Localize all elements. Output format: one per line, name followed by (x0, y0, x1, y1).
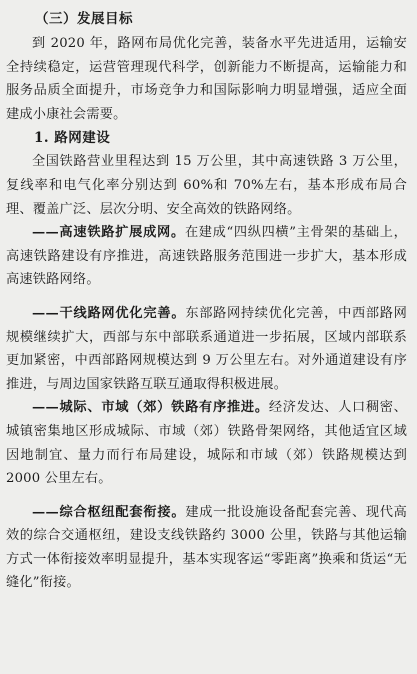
item-lead: ——综合枢纽配套衔接。 (32, 504, 186, 520)
item-lead: ——干线路网优化完善。 (32, 305, 186, 321)
item-text: 在建成“四纵四横”主骨架的基础上，高速铁路建设有序推进，高速铁路服务范围进一步扩大，基本形成高速铁路网络。 (6, 225, 407, 288)
item-paragraph (6, 501, 407, 595)
spacer (32, 292, 407, 302)
item-paragraph (6, 302, 407, 396)
item-lead: ——城际、市域（郊）铁路有序推进。 (32, 400, 269, 416)
subsection-heading: 1. 路网建设 (34, 130, 111, 147)
item-text: 东部路网持续优化完善，中西部路网规模继续扩大，西部与东中部联系通道进一步拓展，区域内部联系更加紧密，中西部路网规模达到 9 万公里左右。对外通道建设有序推进，与周边国家铁路互联互通取得积极进展。 (6, 305, 407, 392)
network-summary-paragraph: 全国铁路营业里程达到 15 万公里，其中高速铁路 3 万公里，复线率和电气化率分别达到 60%和 70%左右，基本形成布局合理、覆盖广泛、层次分明、安全高效的铁路网络。 (6, 154, 407, 217)
section-heading: （三）发展目标 (35, 11, 133, 27)
item-paragraph (6, 221, 407, 292)
item-text: 经济发达、人口稠密、城镇密集地区形成城际、市域（郊）铁路骨架网络，其他适宜区域因地制宜、量力而行布局建设，城际和市域（郊）铁路规模达到 2000 公里左右。 (6, 400, 407, 487)
item-paragraph (6, 396, 407, 490)
spacer (32, 491, 407, 501)
item-text: 建成一批设施设备配套完善、现代高效的综合交通枢纽，建设支线铁路约 3000 公里，铁路与其他运输方式一体衔接效率明显提升，基本实现客运“零距离”换乘和货运“无缝化”衔接。 (6, 504, 407, 591)
item-lead: ——高速铁路扩展成网。 (32, 225, 185, 241)
intro-paragraph: 到 2020 年，路网布局优化完善，装备水平先进适用，运输安全持续稳定，运营管理现代科学，创新能力不断提高，运输能力和服务品质全面提升，市场竞争力和国际影响力明显增强，适应全面建成小康社会需要。 (6, 36, 407, 122)
